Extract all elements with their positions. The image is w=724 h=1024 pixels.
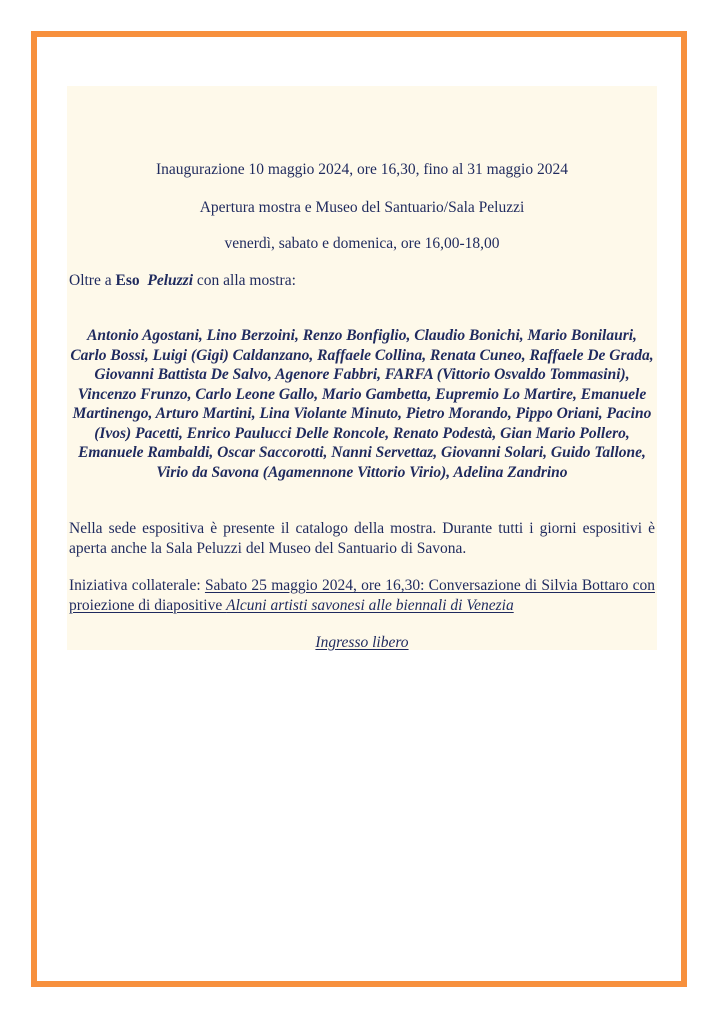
intro-prefix: Oltre a [69, 272, 116, 289]
opening-hours: venerdì, sabato e domenica, ore 16,00-18,00 [224, 235, 500, 252]
venue: Apertura mostra e Museo del Santuario/Sala Peluzzi [199, 199, 525, 216]
entry-note [69, 633, 655, 653]
collateral-event-title: Alcuni artisti savonesi alle biennali di Venezia [226, 596, 514, 614]
artist-last-name: Peluzzi [147, 272, 194, 289]
intro-line [69, 271, 655, 291]
intro-suffix: con alla mostra: [193, 272, 296, 289]
catalog-note: Nella sede espositiva è presente il catalogo della mostra. Durante tutti i giorni espositivi è aperta anche la Sala Peluzzi del Museo del Santuario di Savona. [69, 520, 655, 557]
opening-date: Inaugurazione 10 maggio 2024, ore 16,30, fino al 31 maggio 2024 [156, 161, 568, 178]
artists-list: Antonio Agostani, Lino Berzoini, Renzo Bonfiglio, Claudio Bonichi, Mario Bonilauri, Carlo Bossi, Luigi (Gigi) Caldanzano, Raffaele Collina, Renata Cuneo, Raffaele De Grada, Giovanni Battista De Salvo, Agenore Fabbri, FARFA (Vittorio Osvaldo Tommasini), Vincenzo Frunzo, Carlo Leone Gallo, Mario Gambetta, Eupremio Lo Martire, Emanuele Martinengo, Arturo Martini, Lina Violante Minuto, Pietro Morando, Pippo Oriani, Pacino (Ivos) Pacetti, Enrico Paulucci Delle Roncole, Renato Podestà, Gian Mario Pollero, Emanuele Rambaldi, Oscar Saccorotti, Nanni Servettaz, Giovanni Solari, Guido Tallone, Virio da Savona (Agamennone Vittorio Virio), Adelina Zandrino [70, 327, 654, 481]
artist-first-name: Eso [115, 272, 140, 289]
free-entry: Ingresso libero [315, 634, 409, 651]
collateral-label: Iniziativa collaterale: [69, 577, 205, 594]
collateral-event [69, 576, 655, 615]
collateral-event-text: Sabato 25 maggio 2024, ore 16,30: Conversazione di Silvia Bottaro con proiezione di diapositive [69, 577, 655, 614]
